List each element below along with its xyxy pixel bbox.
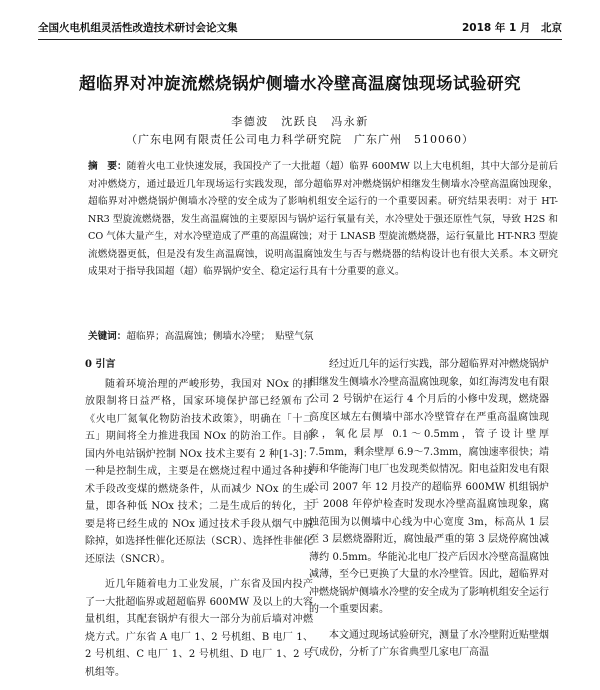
section-heading-introduction: 0 引言 [85,359,116,370]
body-paragraph: 本文通过现场试验研究，测量了水冷壁附近贴壁烟气成份，分析了广东省典型几家电厂高温 [309,629,549,658]
keywords-text: 超临界；高温腐蚀；侧墙水冷壁； 贴壁气氛 [126,331,314,342]
keywords-label: 关键词： [88,331,127,342]
keywords [88,328,558,345]
body-paragraph: 经过近几年的运行实践，部分超临界对冲燃烧锅炉相继发生侧墙水冷壁高温腐蚀现象，如红海湾发电有限公司 2 号锅炉在运行 4 个月后的小修中发现，燃烧器高度区域左右侧墙中部水冷壁管存在严重高温腐蚀现象，氧化层厚 0.1～0.5mm，管子设计壁厚 7.5mm，剩余壁厚 6.9～7.3mm，腐蚀速率很快；靖海和华能海门电厂也发现类似情况。阳电益阳发电有限公司 2007 年 12 月投产的超临界 600MW 机组锅炉于 2008 年停炉检查时发现水冷壁高温腐蚀现象，腐蚀范围为以侧墙中心线为中心宽度 3m，标高从 1 层至 3 层燃烧器附近，腐蚀最严重的第 3 层烧停腐蚀减薄约 0.5mm。华能沁北电厂投产后因水冷壁高温腐蚀减薄，至今已更换了大量的水冷壁管。因此，超临界对冲燃烧锅炉侧墙水冷壁的安全成为了影响机组安全运行的一个重要因素。 [309,359,549,615]
paper-affiliation: （广东电网有限责任公司电力科学研究院 广东广州 510060） [126,133,474,146]
header-proceedings-title: 全国火电机组灵活性改造技术研讨会论文集 [38,21,238,34]
header-date-location: 2018 年 1 月 北京 [462,21,562,34]
abstract-label: 摘 要： [88,161,127,172]
abstract [88,158,558,281]
running-header [38,18,562,36]
body-paragraph: 随着环境治理的严峻形势，我国对 NOx 的排放限制将日益严格，国家环境保护部已经颁布了《火电厂氮氧化物防治技术政策》，明确在「十二五」期间将全力推进我国 NOx 的防治工作。目前国内外电站锅炉控制 NOx 技术主要有 2 种[1-3]：一种是控制生成，主要是在燃烧过程中通过各种技术手段改变煤的燃烧条件，从而减少 NOx 的生成量，即各种低 NOx 技术；二是生成后的转化，主要是将已经生成的 NOx 通过技术手段从烟气中脱除掉，如选择性催化还原法（SCR）、选择性非催化还原法（SNCR）。 [85,378,313,565]
body-column-right [309,356,549,662]
paper-authors: 李德波 沈跃良 冯永新 [231,115,369,128]
abstract-text: 随着火电工业快速发展，我国投产了一大批超（超）临界 600MW 以上大电机组，其中大部分是前后对冲燃烧方，通过最近几年现场运行实践发现，部分超临界对冲燃烧锅炉相继发生侧墙水冷壁高温腐蚀现象，超临界对冲燃烧锅炉侧墙水冷壁的安全成为了影响机组安全运行的一个重要因素。研究结果表明：对于 HT-NR3 型旋流燃烧器，发生高温腐蚀的主要原因与锅炉运行氧量有关，水冷壁处于强还原性气氛，导致 H2S 和 CO 气体大量产生，对水冷壁造成了严重的高温腐蚀；对于 LNASB 型旋流燃烧器，运行氧量比 HT-NR3 型旋流燃烧器更低，但是没有发生高温腐蚀，说明高温腐蚀发生与否与燃烧器的结构设计也有很大关系。本文研究成果对于指导我国超（超）临界锅炉安全、稳定运行具有十分重要的意义。 [88,161,559,277]
paper-title: 超临界对冲旋流燃烧锅炉侧墙水冷壁高温腐蚀现场试验研究 [79,74,521,93]
header-rule [38,39,562,40]
body-column-left [85,356,313,681]
body-paragraph: 近几年随着电力工业发展，广东省及国内投产了一大批超临界或超超临界 600MW 及以上的大容量机组，其配套锅炉有很大一部分为前后墙对冲燃烧方式。广东省 A 电厂 1、2 号机组、B 电厂 1、2 号机组、C 电厂 1、2 号机组、D 电厂 1、2 号机组等。 [85,579,313,678]
